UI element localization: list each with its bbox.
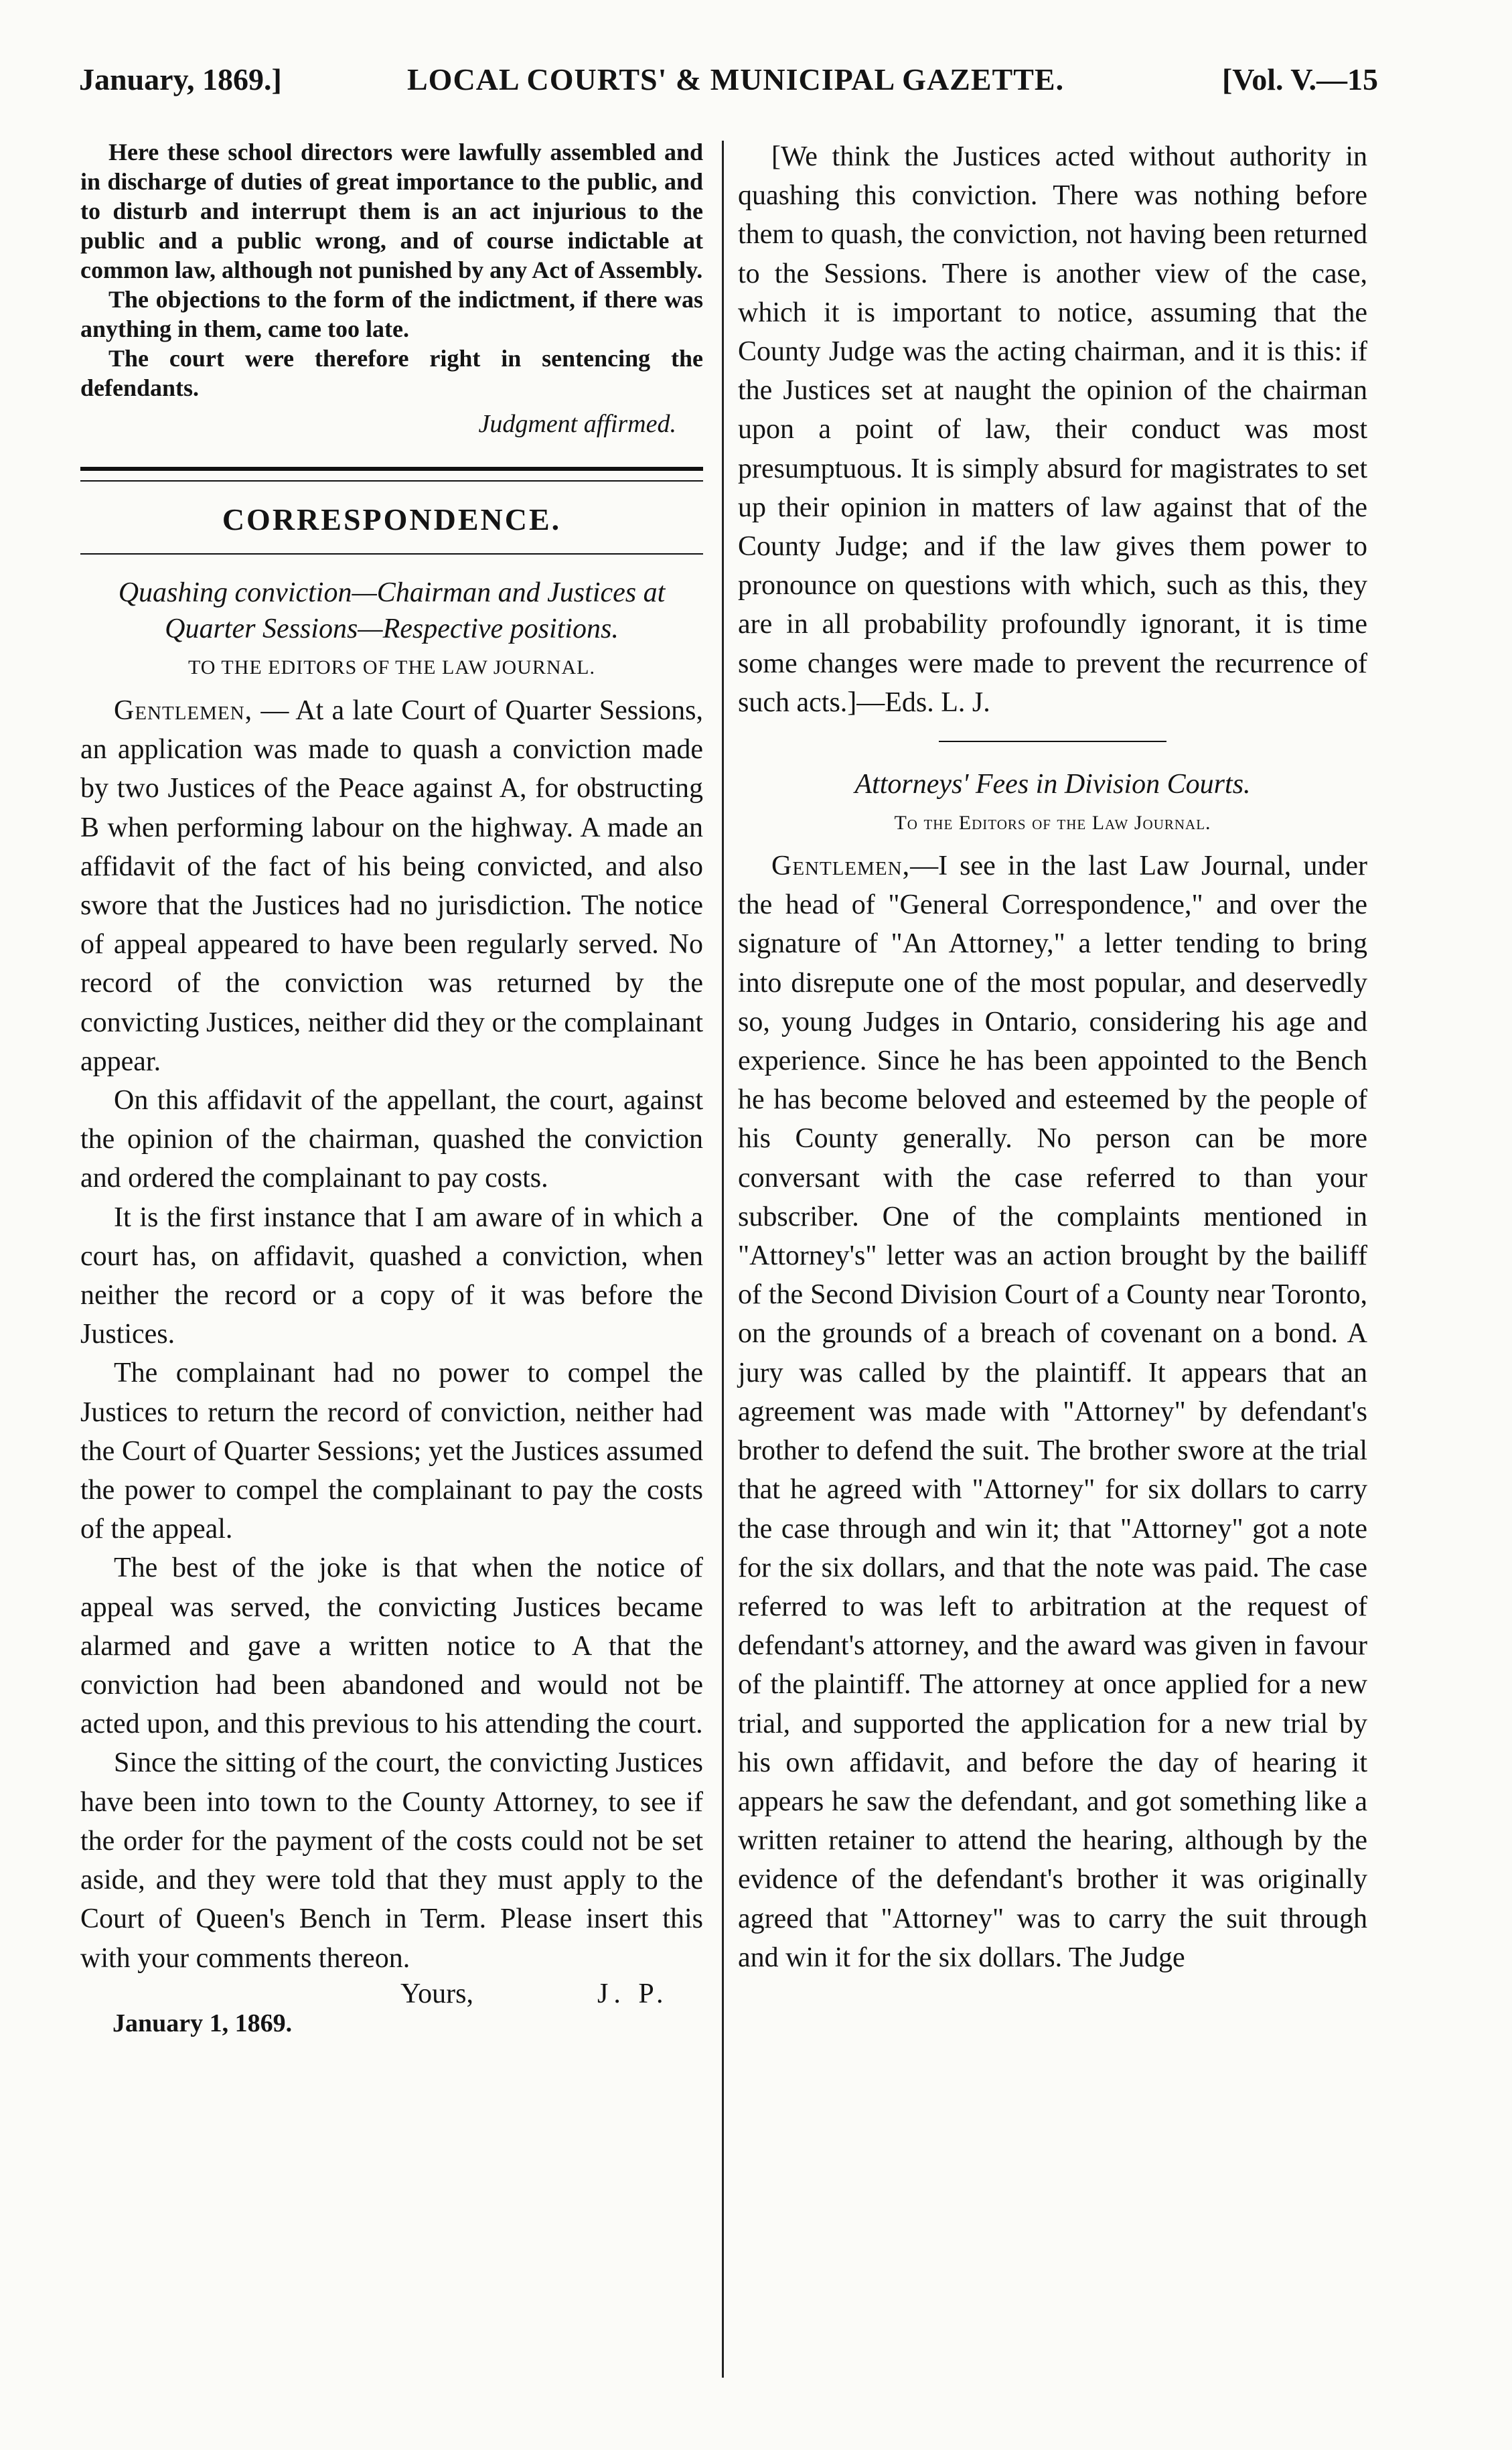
letter-paragraph: The best of the joke is that when the notice of appeal was served, the convicting Justices became alarmed and gave a written notice to A that the conviction had been abandoned and would not be acted upon, and this previous to his attending the court. [80, 1553, 703, 1740]
letter-paragraph-text: — At a late Court of Quarter Sessions, an application was made to quash a conviction made by two Justices of the Peace against A, for obstructing B when performing labour on the highway. A made an affidavit of the fact of his being convicted, and also swore that the Justices had no jurisdiction. The notice of appeal appeared to have been regularly served. No record of the conviction was returned by the convicting Justices, neither did they or the complainant appear. [80, 695, 703, 1077]
letter-date: January 1, 1869. [112, 2009, 293, 2037]
running-header [79, 62, 1378, 109]
letter-paragraph [80, 691, 703, 1081]
judgment-line: Judgment affirmed. [478, 410, 676, 438]
salutation: Gentlemen, [114, 695, 253, 726]
editors-reply [738, 137, 1367, 722]
publication-title: LOCAL COURTS' & MUNICIPAL GAZETTE. [407, 62, 1065, 96]
letter-paragraph: The complainant had no power to compel the Justices to return the record of conviction, neither had the Court of Quarter Sessions; yet the Justices assumed the power to compel the complainant to pay the costs of the appeal. [80, 1358, 703, 1545]
letter-title: Attorneys' Fees in Division Courts. [854, 769, 1251, 800]
case-paragraph: The objections to the form of the indictment, if there was anything in them, came too late. [80, 286, 703, 342]
letter-addressee: TO THE EDITORS OF THE LAW JOURNAL. [188, 656, 595, 678]
volume-page: [Vol. V.—15 [1221, 62, 1378, 96]
left-column [80, 137, 703, 2045]
signature-initials: J. P. [597, 1978, 669, 2009]
right-column [738, 137, 1367, 1977]
case-paragraph: Here these school directors were lawfully assembled and in discharge of duties of great importance to the public, and to disturb and interrupt them is an act injurious to the public and a public wrong, and of course indictable at common law, although not punished by any Act of Assembly. [80, 139, 703, 283]
editors-reply-text: [We think the Justices acted without authority in quashing this conviction. There was nothing before them to quash, the conviction, not having been returned to the Sessions. There is another view of the case, which it is important to notice, assuming that the County Judge was the acting chairman, and it is this: if the Justices set at naught the opinion of the chairman upon a point of law, their conduct was most presumptuous. It is simply absurd for magistrates to set up their opinion in matters of law against that of the County Judge; and if the law gives them power to pronounce on questions with which, such as this, they are in all probability profoundly ignorant, it is time some changes were made to prevent the recurrence of such acts.]—Eds. L. J. [738, 141, 1367, 718]
letter-paragraph-text: —I see in the last Law Journal, under the head of "General Correspondence," and over the signature of "An Attorney," a letter tending to bring into disrepute one of the most popular, and deservedly so, young Judges in Ontario, considering his age and experience. Since he has been appointed to the Bench he has become beloved and esteemed by the people of his County generally. No person can be more conversant with the case referred to than your subscriber. One of the complaints mentioned in "Attorney's" letter was an action brought by the bailiff of the Second Division Court of a County near Toronto, on the grounds of a breach of covenant on a bond. A jury was called by the plaintiff. It appears that an agreement was made with "Attorney" by defendant's brother to defend the suit. The brother swore at the trial that he agreed with "Attorney" for six dollars to carry the case through and win it; that "Attorney" got a note for the six dollars, and that the note was paid. The case referred to was left to arbitration at the request of defendant's attorney, and the award was given in favour of the plaintiff. The attorney at once applied for a new trial, and supported the application for a new trial by his own affidavit, and before the day of hearing it appears he saw the defendant, and got something like a written retainer to attend the hearing, although by the evidence of the defendant's brother it was originally agreed that "Attorney" was to carry the suit through and win it for the six dollars. The Judge [738, 851, 1367, 1973]
letter-body [80, 691, 703, 1978]
letter-paragraph [738, 847, 1367, 1977]
closing: Yours, [400, 1978, 473, 2009]
section-title: CORRESPONDENCE. [222, 502, 562, 536]
letter-signoff [80, 1978, 703, 2045]
header-date: January, 1869.] [79, 62, 282, 96]
title-rule [80, 553, 703, 555]
case-paragraph: The court were therefore right in sentencing the defendants. [80, 345, 703, 401]
letter-paragraph: On this affidavit of the appellant, the court, against the opinion of the chairman, quashed the conviction and ordered the complainant to pay costs. [80, 1085, 703, 1194]
article-divider [939, 741, 1166, 742]
letter-paragraph: It is the first instance that I am aware of in which a court has, on affidavit, quashed a conviction, when neither the record or a copy of it was before the Justices. [80, 1202, 703, 1350]
case-conclusion [80, 137, 703, 439]
letter-body [738, 847, 1367, 1977]
letter-addressee: To the Editors of the Law Journal. [894, 812, 1211, 835]
letter-title: Quashing conviction—Chairman and Justices at Quarter Sessions—Respective positions. [118, 577, 666, 644]
salutation: Gentlemen, [771, 851, 911, 882]
letter-paragraph: Since the sitting of the court, the convicting Justices have been into town to the County Attorney, to see if the order for the payment of the costs could not be set aside, and they were told that they must apply to the Court of Queen's Bench in Term. Please insert this with your comments thereon. [80, 1747, 703, 1974]
column-divider [722, 141, 724, 2378]
section-divider [80, 467, 703, 482]
